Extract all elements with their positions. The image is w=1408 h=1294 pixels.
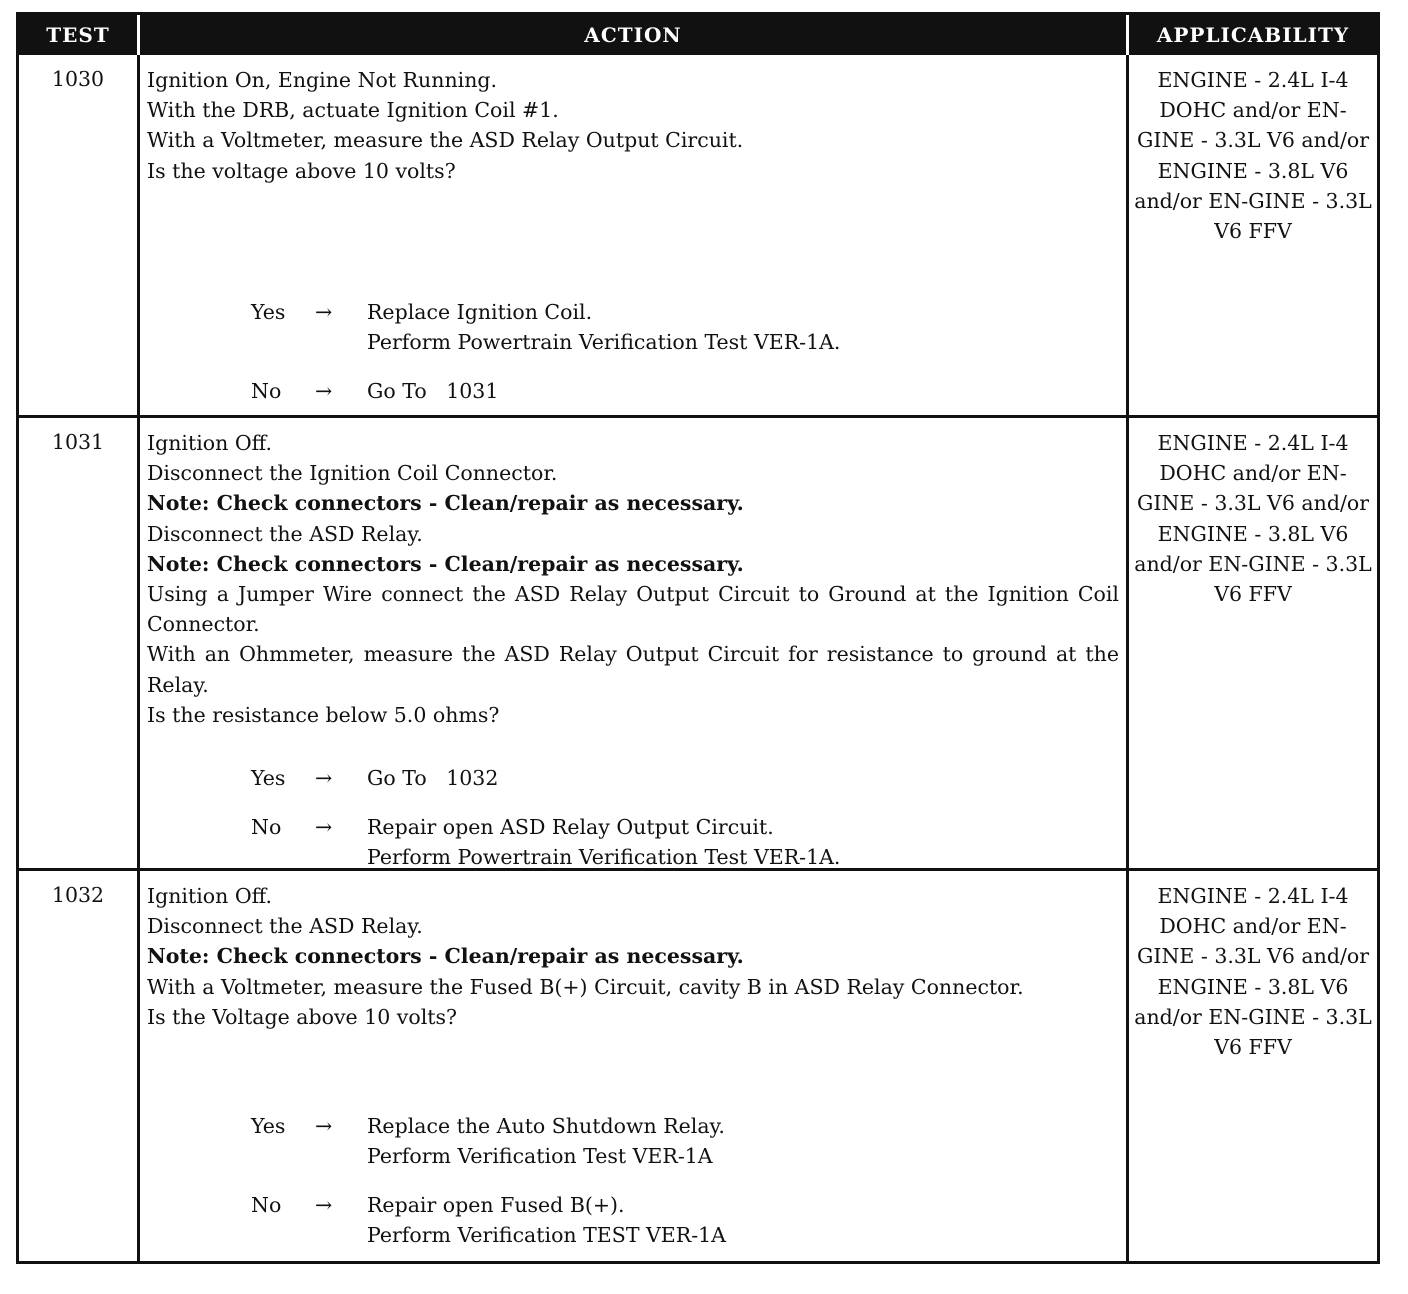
yes-outcome [367, 1111, 725, 1171]
applicability-column-header: APPLICABILITY [1129, 15, 1377, 55]
yes-label: Yes [251, 766, 286, 790]
outcome-line: Perform Powertrain Verification Test VER-1A. [367, 330, 841, 355]
arrow-right-icon: → [315, 379, 333, 403]
test-number: 1030 [51, 67, 105, 91]
arrow-right-icon: → [315, 1114, 333, 1138]
action-note: Note: Check connectors - Clean/repair as necessary. [147, 944, 744, 969]
applicability-cell: ENGINE - 2.4L I-4 DOHC and/or EN-GINE - 3.3L V6 and/or ENGINE - 3.8L V6 and/or EN-GINE - 3.3L V6 FFV [1134, 68, 1372, 244]
arrow-right-icon: → [315, 1193, 333, 1217]
no-label: No [251, 379, 282, 403]
outcome-line: Repair open ASD Relay Output Circuit. [367, 815, 774, 839]
action-step: Disconnect the Ignition Coil Connector. [147, 461, 558, 486]
test-number: 1031 [51, 430, 105, 454]
no-label: No [251, 1193, 282, 1217]
action-cell [147, 65, 1117, 411]
action-step: Is the resistance below 5.0 ohms? [147, 702, 500, 727]
diagnostic-test-table [16, 12, 1380, 1264]
action-step: Ignition Off. [147, 884, 272, 908]
column-divider [137, 55, 140, 1261]
action-note: Note: Check connectors - Clean/repair as necessary. [147, 491, 744, 516]
outcome-line: Go To 1031 [367, 379, 499, 403]
applicability-cell: ENGINE - 2.4L I-4 DOHC and/or EN-GINE - 3.3L V6 and/or ENGINE - 3.8L V6 and/or EN-GINE - 3.3L V6 FFV [1134, 431, 1372, 607]
action-step: With a Voltmeter, measure the ASD Relay Output Circuit. [147, 128, 744, 153]
test-number: 1032 [51, 883, 105, 907]
column-divider [1126, 55, 1129, 1261]
outcome-line: Perform Verification Test VER-1A [367, 1144, 713, 1169]
action-step: With an Ohmmeter, measure the ASD Relay Output Circuit for resistance to ground at the Relay. [147, 642, 1119, 697]
action-note: Note: Check connectors - Clean/repair as necessary. [147, 551, 744, 576]
outcome-line: Go To 1032 [367, 766, 499, 790]
outcome-line: Replace Ignition Coil. [367, 300, 593, 324]
no-outcome [367, 376, 498, 406]
action-step: Ignition On, Engine Not Running. [147, 68, 498, 92]
test-column-header: TEST [19, 15, 137, 55]
action-step: With the DRB, actuate Ignition Coil #1. [147, 98, 559, 123]
no-outcome [367, 812, 840, 872]
yes-outcome [367, 297, 840, 357]
arrow-right-icon: → [315, 300, 333, 324]
action-step: Disconnect the ASD Relay. [147, 521, 423, 546]
action-step: Disconnect the ASD Relay. [147, 914, 423, 939]
action-step: Ignition Off. [147, 431, 272, 455]
action-step: With a Voltmeter, measure the Fused B(+) Circuit, cavity B in ASD Relay Connector. [147, 974, 1024, 999]
action-step: Using a Jumper Wire connect the ASD Relay Output Circuit to Ground at the Ignition Coil Connector. [147, 582, 1119, 637]
yes-label: Yes [251, 300, 286, 324]
outcome-line: Repair open Fused B(+). [367, 1193, 625, 1217]
yes-outcome [367, 763, 498, 793]
row-divider [19, 415, 1377, 418]
no-outcome [367, 1190, 726, 1250]
outcome-line: Perform Powertrain Verification Test VER-1A. [367, 845, 841, 870]
no-label: No [251, 815, 282, 839]
outcome-line: Replace the Auto Shutdown Relay. [367, 1114, 725, 1138]
arrow-right-icon: → [315, 766, 333, 790]
outcome-line: Perform Verification TEST VER-1A [367, 1223, 726, 1248]
arrow-right-icon: → [315, 815, 333, 839]
action-cell [147, 428, 1119, 870]
action-column-header: ACTION [140, 15, 1126, 55]
yes-label: Yes [251, 1114, 286, 1138]
action-cell [147, 881, 1119, 1259]
action-step: Is the voltage above 10 volts? [147, 158, 456, 183]
applicability-cell: ENGINE - 2.4L I-4 DOHC and/or EN-GINE - 3.3L V6 and/or ENGINE - 3.8L V6 and/or EN-GINE - 3.3L V6 FFV [1134, 884, 1372, 1060]
action-step: Is the Voltage above 10 volts? [147, 1004, 458, 1029]
